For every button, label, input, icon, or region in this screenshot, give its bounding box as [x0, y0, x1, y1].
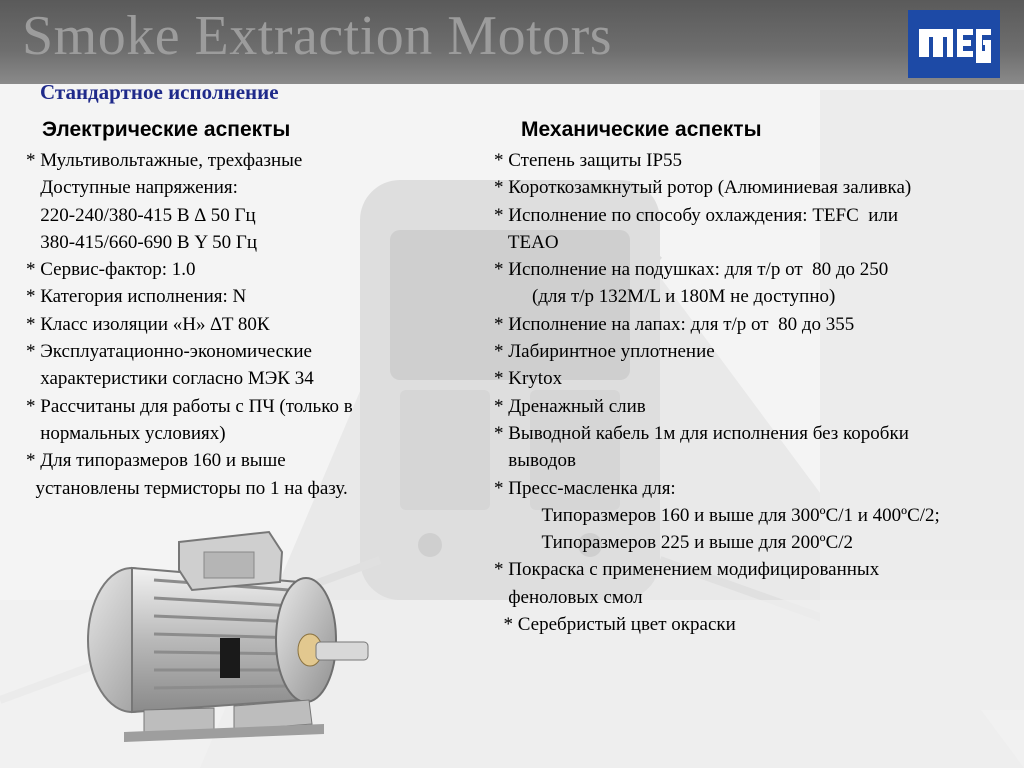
- list-item: * Выводной кабель 1м для исполнения без коробки: [494, 422, 909, 444]
- weg-logo-mark: [913, 17, 995, 71]
- list-item: * Лабиринтное уплотнение: [494, 341, 715, 363]
- list-item: * Серебристый цвет окраски: [494, 614, 736, 636]
- list-item: * Дренажный слив: [494, 395, 646, 417]
- list-item: Доступные напряжения:: [26, 177, 238, 199]
- list-item: * Исполнение по способу охлаждения: TEFC или: [494, 204, 899, 226]
- list-item: * Степень защиты IP55: [494, 150, 683, 171]
- list-item: TEAO: [494, 231, 559, 253]
- list-item: установлены термисторы по 1 на фазу.: [26, 477, 348, 499]
- list-item: * Эксплуатационно-экономические: [26, 341, 312, 363]
- list-item: феноловых смол: [494, 586, 643, 608]
- list-item: * Krytox: [494, 368, 563, 390]
- list-item: выводов: [494, 450, 576, 472]
- list-item: * Мультивольтажные, трехфазные: [26, 150, 303, 171]
- list-item: * Для типоразмеров 160 и выше: [26, 450, 286, 472]
- mechanical-list: [494, 147, 940, 638]
- list-item: * Исполнение на подушках: для т/р от 80 до 250: [494, 259, 889, 281]
- list-item: * Категория исполнения: N: [26, 286, 247, 308]
- list-item: * Рассчитаны для работы с ПЧ (только в: [26, 395, 353, 417]
- list-item: Типоразмеров 160 и выше для 300ºC/1 и 400ºC/2;: [494, 504, 940, 526]
- list-item: нормальных условиях): [26, 422, 226, 444]
- electrical-list: [26, 147, 353, 502]
- list-item: (для т/р 132M/L и 180M не доступно): [494, 286, 836, 308]
- weg-logo: [908, 10, 1000, 78]
- list-item: Типоразмеров 225 и выше для 200ºC/2: [494, 532, 854, 554]
- list-item: 220-240/380-415 В ∆ 50 Гц: [26, 204, 256, 226]
- slide-title: Smoke Extraction Motors: [22, 5, 613, 67]
- list-item: * Исполнение на лапах: для т/р от 80 до 355: [494, 313, 855, 335]
- list-item: * Класс изоляции «Н» ∆T 80К: [26, 313, 270, 335]
- list-item: * Покраска с применением модифицированных: [494, 559, 880, 581]
- list-item: * Пресс-масленка для:: [494, 477, 676, 499]
- list-item: * Короткозамкнутый ротор (Алюминиевая заливка): [494, 177, 912, 199]
- motor-image: [84, 520, 374, 756]
- subtitle: Стандартное исполнение: [40, 80, 279, 104]
- list-item: * Сервис-фактор: 1.0: [26, 259, 196, 281]
- electrical-heading: Электрические аспекты: [42, 118, 291, 141]
- list-item: характеристики согласно МЭК 34: [26, 368, 314, 390]
- mechanical-heading: Механические аспекты: [521, 118, 762, 141]
- list-item: 380-415/660-690 В Y 50 Гц: [26, 231, 258, 253]
